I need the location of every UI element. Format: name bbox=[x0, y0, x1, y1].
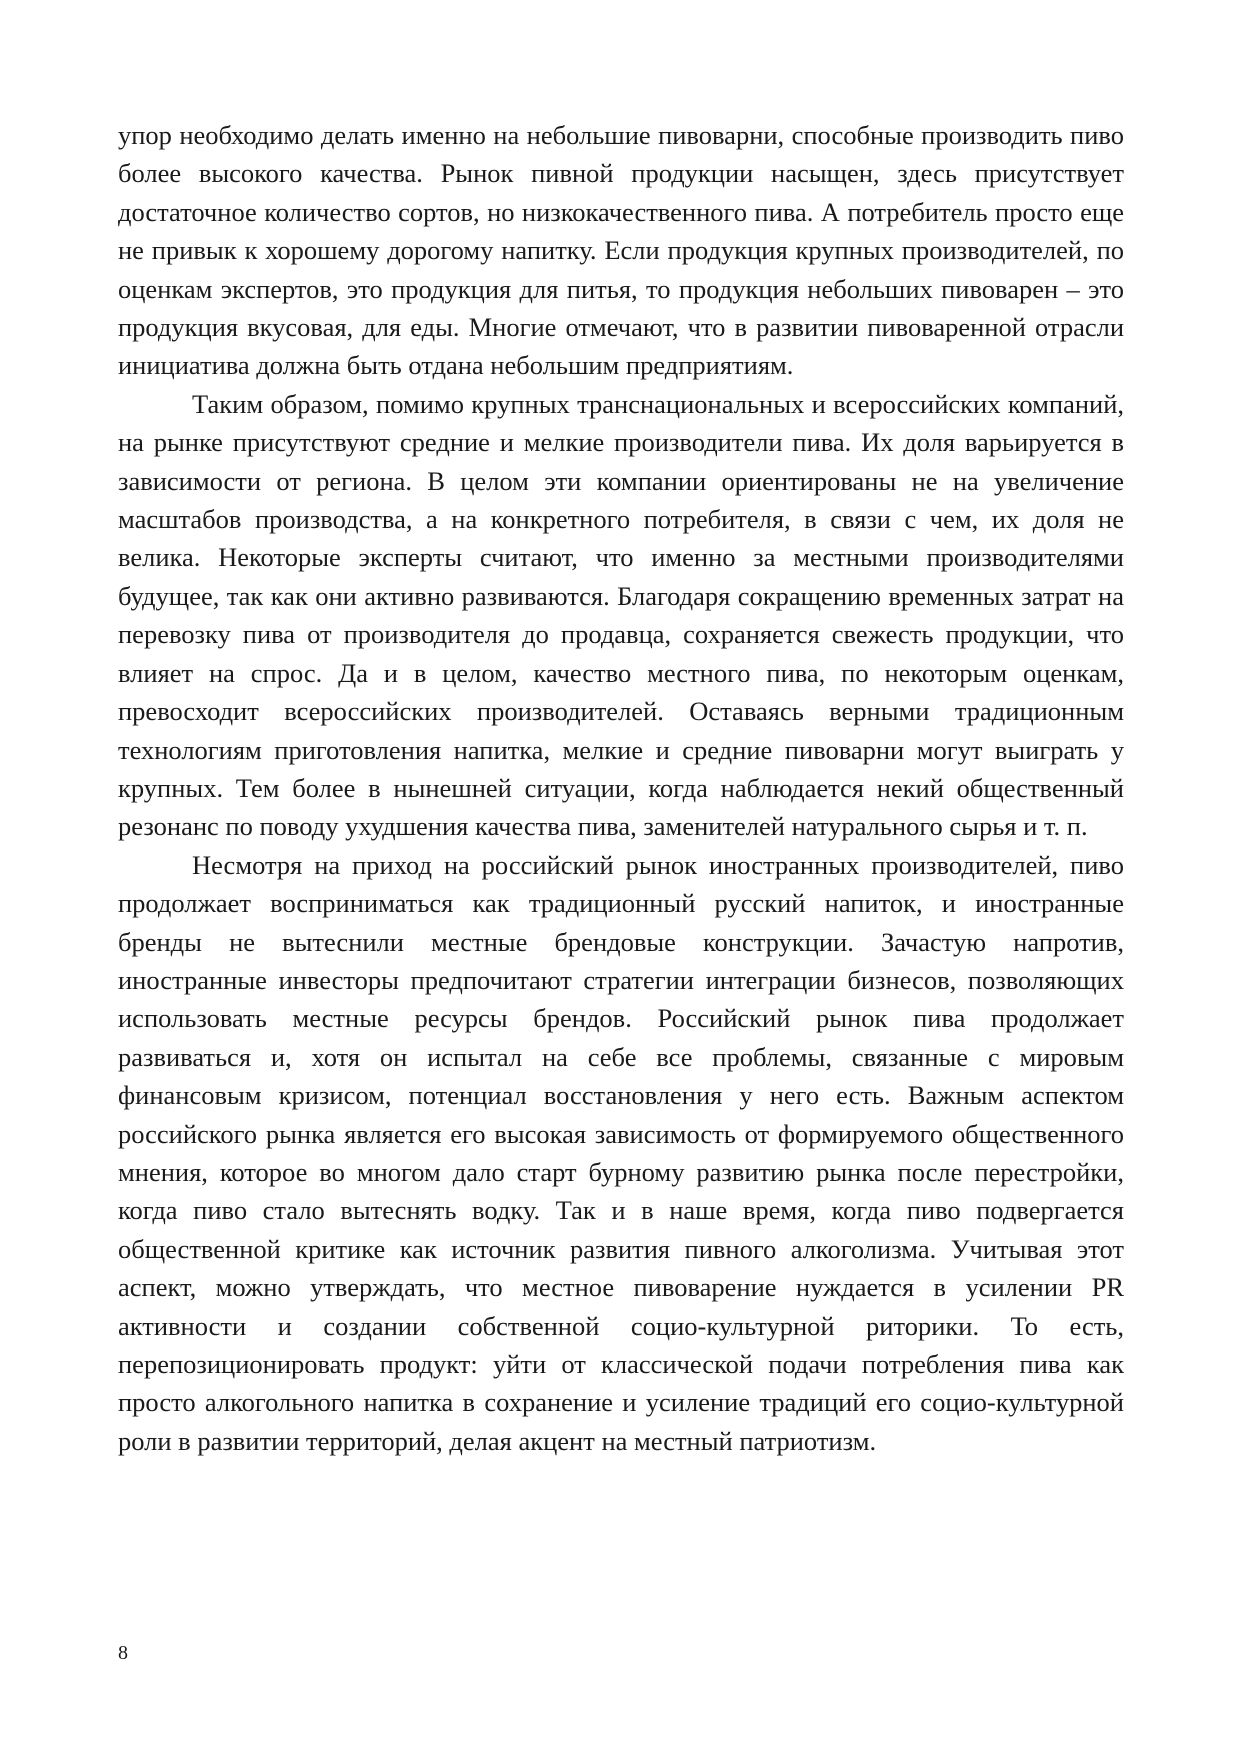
paragraph-1: упор необходимо делать именно на небольшие пивоварни, способные производить пиво более высокого качества. Рынок пивной продукции насыщен, здесь присутствует достаточное количество сортов, но низкокачественного пива. А потребитель просто еще не привык к хорошему дорогому напитку. Если продукция крупных производителей, по оценкам экспертов, это продукция для питья, то продукция небольших пивоварен – это продукция вкусовая, для еды. Многие отмечают, что в развитии пивоваренной отрасли инициатива должна быть отдана небольшим предприятиям. bbox=[118, 120, 1124, 381]
page-number: 8 bbox=[118, 1642, 128, 1664]
text-body bbox=[118, 116, 1124, 1460]
paragraph-2: Таким образом, помимо крупных транснациональных и всероссийских компаний, на рынке присутствуют средние и мелкие производители пива. Их доля варьируется в зависимости от региона. В целом эти компании ориентированы не на увеличение масштабов производства, а на конкретного потребителя, в связи с чем, их доля не велика. Некоторые эксперты считают, что именно за местными производителями будущее, так как они активно развиваются. Благодаря сокращению временных затрат на перевозку пива от производителя до продавца, сохраняется свежесть продукции, что влияет на спрос. Да и в целом, качество местного пива, по некоторым оценкам, превосходит всероссийских производителей. Оставаясь верными традиционным технологиям приготовления напитка, мелкие и средние пивоварни могут выиграть у крупных. Тем более в нынешней ситуации, когда наблюдается некий общественный резонанс по поводу ухудшения качества пива, заменителей натурального сырья и т. п. bbox=[118, 388, 1124, 842]
paragraph-3: Несмотря на приход на российский рынок иностранных производителей, пиво продолжает восприниматься как традиционный русский напиток, и иностранные бренды не вытеснили местные брендовые конструкции. Зачастую напротив, иностранные инвесторы предпочитают стратегии интеграции бизнесов, позволяющих использовать местные ресурсы брендов. Российский рынок пива продолжает развиваться и, хотя он испытал на себе все проблемы, связанные с мировым финансовым кризисом, потенциал восстановления у него есть. Важным аспектом российского рынка является его высокая зависимость от формируемого общественного мнения, которое во многом дало старт бурному развитию рынка после перестройки, когда пиво стало вытеснять водку. Так и в наше время, когда пиво подвергается общественной критике как источник развития пивного алкоголизма. Учитывая этот аспект, можно утверждать, что местное пивоварение нуждается в усилении PR активности и создании собственной социо-культурной риторики. То есть, перепозиционировать продукт: уйти от классической подачи потребления пива как просто алкогольного напитка в сохранение и усиление традиций его социо-культурной роли в развитии территорий, делая акцент на местный патриотизм. bbox=[118, 849, 1124, 1456]
